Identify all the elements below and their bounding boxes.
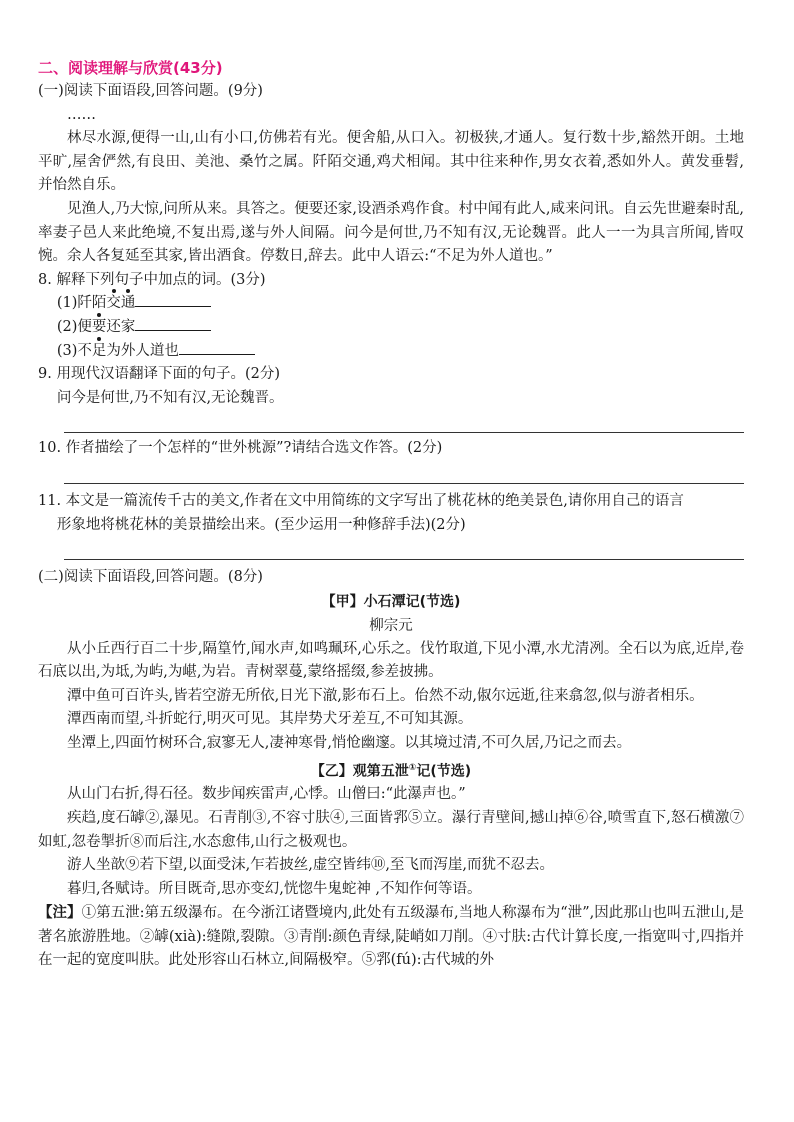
question-11-stem-line2: 形象地将桃花林的美景描绘出来。(至少运用一种修辞手法)(2分)	[56, 516, 466, 533]
passage-b-paragraph-2: 疾趋,度石罅②,瀑见。石青削③,不容寸肤④,三面皆郛⑤立。瀑行青壁间,撼山掉⑥谷,喷雪直下,怒石横激⑦如虹,忽卷掣折⑧而后注,水态愈伟,山行之极观也。	[38, 809, 744, 850]
question-9-stem: 9. 用现代汉语翻译下面的句子。(2分)	[38, 366, 280, 383]
part2-heading: (二)阅读下面语段,回答问题。(8分)	[38, 569, 263, 586]
passage-b-title	[38, 756, 744, 784]
footnote-marker: ①	[408, 762, 417, 773]
question-8-item-2	[38, 316, 744, 340]
question-8-stem: 8. 解释下列句子中加点的词。(3分)	[38, 271, 266, 288]
passage-b-paragraph-3: 游人坐歆⑨若下望,以面受沫,乍若披丝,虚空皆纬⑩,至飞而泻崖,而犹不忍去。	[67, 857, 555, 874]
q8-item1-dotted-char: 交	[106, 295, 121, 312]
question-8-item-3	[38, 340, 744, 364]
annotation-notes	[38, 901, 744, 973]
q8-item3-text-post: 为外人道也	[106, 342, 179, 359]
q8-item2-dotted-char: 要	[91, 318, 107, 335]
part1-heading: (一)阅读下面语段,回答问题。(9分)	[38, 83, 263, 99]
passage-b-title-text: 【乙】观第五泄	[310, 763, 409, 780]
q8-item1-text: (1)阡陌	[56, 295, 107, 312]
passage-b-title-suffix: 记(节选)	[416, 763, 472, 780]
passage-b-paragraph-4: 暮归,各赋诗。所目既奇,思亦变幻,恍惚牛鬼蛇神 ,不知作何等语。	[67, 880, 482, 897]
ellipsis: ……	[67, 106, 96, 123]
question-11-stem-line1: 11. 本文是一篇流传千古的美文,作者在文中用简练的文字写出了桃花林的绝美景色,请你用自己的语言	[38, 492, 684, 509]
q8-item1-dotted-char: 通	[120, 295, 136, 312]
answer-blank[interactable]	[135, 316, 211, 331]
q8-item3-text: (3)不	[56, 342, 92, 359]
question-8-item-1	[38, 292, 744, 316]
passage1-paragraph-1: 林尽水源,便得一山,山有小口,仿佛若有光。便舍船,从口入。初极狭,才通人。复行数十步,豁然开朗。土地平旷,屋舍俨然,有良田、美池、桑竹之属。阡陌交通,鸡犬相闻。其中往来种作,男女衣着,悉如外人。黄发垂髫,并怡然自乐。	[38, 130, 744, 194]
question-9-sentence: 问今是何世,乃不知有汉,无论魏晋。	[56, 389, 284, 406]
answer-line-q10[interactable]	[64, 461, 744, 484]
passage-a-paragraph-4: 坐潭上,四面竹树环合,寂寥无人,凄神寒骨,悄怆幽邃。以其境过清,不可久居,乃记之而去。	[67, 735, 632, 752]
answer-blank[interactable]	[135, 292, 211, 307]
answer-line-q11[interactable]	[64, 537, 744, 560]
passage-a-paragraph-1: 从小丘西行百二十步,隔篁竹,闻水声,如鸣珮环,心乐之。伐竹取道,下见小潭,水尤清冽。全石以为底,近岸,卷石底以出,为坻,为屿,为嵁,为岩。青树翠蔓,蒙络摇缀,参差披拂。	[38, 640, 744, 681]
note-tag: 【注】	[38, 904, 82, 922]
answer-blank[interactable]	[179, 340, 255, 355]
question-10-stem: 10. 作者描绘了一个怎样的“世外桃源”?请结合选文作答。(2分)	[38, 440, 443, 457]
passage-b-paragraph-1: 从山门右折,得石径。数步闻疾雷声,心悸。山僧曰:“此瀑声也。”	[67, 786, 466, 803]
passage-a-author: 柳宗元	[369, 617, 413, 634]
q8-item2-text: (2)便	[56, 318, 92, 335]
section-title: 二、阅读理解与欣赏(43分)	[38, 59, 223, 77]
q8-item3-dotted-char: 足	[91, 342, 107, 359]
passage-a-paragraph-3: 潭西南而望,斗折蛇行,明灭可见。其岸势犬牙差互,不可知其源。	[67, 711, 473, 728]
answer-line-q9[interactable]	[64, 410, 744, 433]
q8-item2-text-post: 还家	[106, 318, 136, 335]
passage-a-title: 【甲】小石潭记(节选)	[321, 593, 461, 610]
note-text: ①第五泄:第五级瀑布。在今浙江诸暨境内,此处有五级瀑布,当地人称瀑布为“泄”,因此那山也叫五泄山,是著名旅游胜地。②罅(xià):缝隙,裂隙。③青削:颜色青绿,陡峭如刀削。④寸肤:古代计算长度,一指宽叫寸,四指并在一起的宽度叫肤。此处形容山石林立,间隔极窄。⑤郛(fú):古代城的外	[38, 905, 745, 969]
passage-a-paragraph-2: 潭中鱼可百许头,皆若空游无所依,日光下澈,影布石上。佁然不动,俶尔远逝,往来翕忽,似与游者相乐。	[67, 687, 704, 704]
passage1-paragraph-2: 见渔人,乃大惊,问所从来。具答之。便要还家,设酒杀鸡作食。村中闻有此人,咸来问讯。自云先世避秦时乱,率妻子邑人来此绝境,不复出焉,遂与外人间隔。问今是何世,乃不知有汉,无论魏晋。此人一一为具言所闻,皆叹惋。余人各复延至其家,皆出酒食。停数日,辞去。此中人语云:“不足为外人道也。”	[38, 200, 744, 265]
